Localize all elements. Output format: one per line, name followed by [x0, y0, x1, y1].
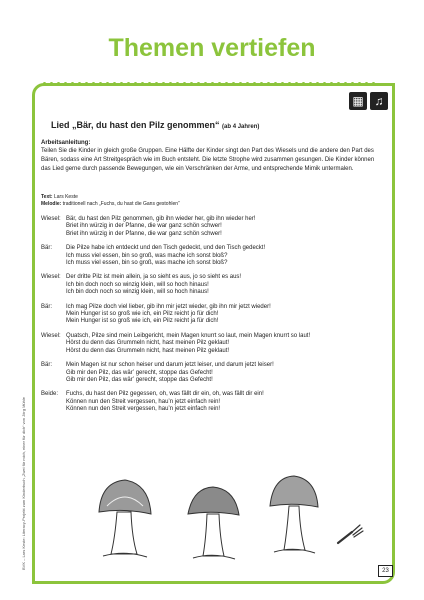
side-credit-text: BVK – Lars Keste: Literacy-Projekt zum Kinderbuch „Zwei für mich, einer für dich“ von Jörg Mühle [21, 397, 26, 570]
verse-speaker: Beide: [41, 391, 59, 398]
border-dot [323, 82, 326, 85]
border-dot [50, 82, 53, 85]
border-dot [162, 581, 165, 584]
border-dot [365, 82, 368, 85]
border-dot [71, 82, 74, 85]
border-dot [162, 82, 165, 85]
verse-line: Mein Hunger ist so groß wie ich, ein Pilz reicht jo für dich! [66, 311, 219, 318]
border-dot [260, 581, 263, 584]
border-dot [85, 82, 88, 85]
border-dot [330, 82, 333, 85]
verse-line: Ich muss viel essen, bin so groß, was mache ich sonst bloß? [66, 252, 228, 259]
border-dot [225, 82, 228, 85]
border-dot [288, 82, 291, 85]
border-dot [344, 82, 347, 85]
border-dot [288, 581, 291, 584]
verse-line: Können nun den Streit vergessen, hau’n jetzt einfach rein! [66, 406, 221, 413]
page-title: Themen vertiefen [108, 34, 316, 62]
verse-line: Hörst du denn das Grummeln nicht, hast meinen Pilz geklaut! [66, 340, 230, 347]
border-dot [330, 581, 333, 584]
border-dot [120, 82, 123, 85]
verse-line: Bär, du hast den Pilz genommen, gib ihn wieder her, gib ihn wieder her! [66, 216, 256, 222]
border-dot [71, 581, 74, 584]
verse-line: Hörst du denn das Grummeln nicht, hast meinen Pilz geklaut! [66, 347, 230, 354]
border-dot [344, 581, 347, 584]
verse-line: Ich muss viel essen, bin so groß, was mache ich sonst bloß? [66, 260, 228, 267]
border-dot [211, 82, 214, 85]
border-dot [183, 82, 186, 85]
border-dot [302, 82, 305, 85]
border-dot [78, 581, 81, 584]
mushroom-icon [95, 478, 153, 560]
music-notes-icon: ♫ [370, 92, 388, 110]
verse [41, 216, 381, 238]
border-dot [232, 82, 235, 85]
border-dot [204, 581, 207, 584]
verse-line: Mein Hunger ist so groß wie ich, ein Pilz reicht ja für dich! [66, 318, 219, 325]
border-dot [134, 581, 137, 584]
border-dot [253, 581, 256, 584]
verse-speaker: Wiesel: [41, 216, 61, 222]
song-credits [41, 194, 180, 207]
border-dot [218, 581, 221, 584]
border-dot [78, 82, 81, 85]
verse-first-row [41, 362, 381, 369]
verse [41, 391, 381, 413]
border-dot [64, 581, 67, 584]
border-dot [295, 581, 298, 584]
border-dot [337, 82, 340, 85]
verse [41, 362, 381, 384]
verse-line: Mein Magen ist nur schon heiser und darum jetzt leiser, und darum jetzt leiser! [66, 362, 274, 369]
verse-first-row [41, 216, 381, 223]
verse-line: Der dritte Pilz ist mein allein, ja so sieht es aus, jo so sieht es aus! [66, 274, 242, 281]
border-dot [239, 581, 242, 584]
border-dot [246, 581, 249, 584]
border-dot [281, 581, 284, 584]
verse-speaker: Bär: [41, 245, 53, 252]
border-dot [309, 581, 312, 584]
border-dot [295, 82, 298, 85]
border-dot [134, 82, 137, 85]
border-dot [302, 581, 305, 584]
border-dot [190, 82, 193, 85]
lyrics [41, 216, 381, 421]
border-dot [372, 581, 375, 584]
category-icons [349, 92, 388, 110]
worksheet-frame [32, 83, 395, 584]
border-dot [141, 581, 144, 584]
border-dot [351, 82, 354, 85]
border-dot [99, 82, 102, 85]
border-dot [358, 82, 361, 85]
border-dot [92, 82, 95, 85]
melody-credit: Melodie: traditionell nach „Fuchs, du hast die Gans gestohlen“ [41, 200, 180, 207]
verse-line: Können nun den Streit vergessen, hau’n jetzt einfach rein! [66, 398, 221, 405]
border-dot [57, 581, 60, 584]
border-dot [92, 581, 95, 584]
border-dot [316, 82, 319, 85]
border-dot [197, 581, 200, 584]
border-dot [148, 82, 151, 85]
page-number: 23 [378, 565, 393, 577]
verse-first-row [41, 333, 381, 340]
border-dot [106, 581, 109, 584]
border-dot [316, 581, 319, 584]
verse-speaker: Wiesel: [41, 274, 61, 281]
border-dot [218, 82, 221, 85]
border-dot [358, 581, 361, 584]
border-dot [113, 581, 116, 584]
building-blocks-icon: ▦ [349, 92, 367, 110]
border-dot [169, 82, 172, 85]
border-dot [43, 581, 46, 584]
verse-first-row [41, 274, 381, 281]
border-dot [99, 581, 102, 584]
border-dot [183, 581, 186, 584]
song-title-text: Lied „Bär, du hast den Pilz genommen“ [51, 120, 220, 130]
verse-first-row [41, 304, 381, 311]
border-dot [309, 82, 312, 85]
verse-line: Die Pilze habe ich entdeckt und den Tisch gedeckt, und den Tisch gedeckt! [66, 245, 266, 252]
border-dot [57, 82, 60, 85]
verse-speaker: Bär: [41, 362, 53, 369]
border-dot [253, 82, 256, 85]
border-dot [155, 581, 158, 584]
border-dot [267, 82, 270, 85]
verse-line: Ich bin doch noch so winzig klein, will so hoch hinaus! [66, 289, 209, 296]
border-dot [120, 581, 123, 584]
border-dot [365, 581, 368, 584]
verse-line: Briet ihn würzig in der Pfanne, die war ganz schön schwer! [66, 223, 222, 230]
verse [41, 274, 381, 296]
fork-icon [335, 523, 365, 545]
verse-first-row [41, 391, 381, 398]
border-dot [281, 82, 284, 85]
border-dot [239, 82, 242, 85]
border-dot [323, 581, 326, 584]
verse-line: Fuchs, du hast den Pilz gegessen, oh, was fällt dir ein, oh, was fällt dir ein! [66, 391, 264, 398]
border-dot [176, 82, 179, 85]
side-credit [21, 360, 34, 570]
verse-line: Briet ihn würzig in der Pfanne, die war ganz schön schwer! [66, 230, 222, 237]
border-dot [169, 581, 172, 584]
mushroom-icon [185, 484, 241, 562]
border-dot [106, 82, 109, 85]
border-dot [225, 581, 228, 584]
border-dot [274, 82, 277, 85]
verse-speaker: Wiesel: [41, 332, 61, 339]
border-dot [267, 581, 270, 584]
verse-speaker: Bär: [41, 303, 53, 310]
top-dot-border [43, 82, 384, 86]
verse-line: Ich bin doch noch so winzig klein, will so hoch hinaus! [66, 281, 209, 288]
verse-line: Ich mag Pilze doch viel lieber, gib ihn mir jetzt wieder, gib ihn mir jetzt wieder! [66, 303, 271, 310]
border-dot [351, 581, 354, 584]
mushroom-icon [267, 474, 321, 556]
border-dot [204, 82, 207, 85]
verse [41, 245, 381, 267]
instructions-text: Teilen Sie die Kinder in gleich große Gruppen. Eine Hälfte der Kinder singt den Part des Wiesels und die andere den Part des Bären, sodass eine Art Streitgespräch wie im Buch entsteht. Die letzte Strophe wird zusammen gesungen. Die Kinder können das Lied gerne durch passende Bewegungen, wie ein Verschränken der Arme, und entsprechende Mimik untermalen. [41, 148, 375, 172]
border-dot [197, 82, 200, 85]
border-dot [246, 82, 249, 85]
instructions-label: Arbeitsanleitung: [41, 140, 91, 146]
border-dot [127, 581, 130, 584]
border-dot [64, 82, 67, 85]
text-credit: Text: Lars Keste [41, 194, 78, 200]
song-title [51, 120, 259, 130]
border-dot [337, 581, 340, 584]
border-dot [141, 82, 144, 85]
border-dot [155, 82, 158, 85]
verse-line: Quatsch, Pilze sind mein Leibgericht, mein Magen knurrt so laut, mein Magen knurrt so laut! [66, 332, 311, 339]
border-dot [190, 581, 193, 584]
verse-line: Gib mir den Pilz, das wär’ gerecht, stoppe das Gefecht! [66, 376, 213, 383]
verse [41, 333, 381, 355]
border-dot [85, 581, 88, 584]
border-dot [372, 82, 375, 85]
border-dot [127, 82, 130, 85]
border-dot [148, 581, 151, 584]
border-dot [43, 82, 46, 85]
border-dot [50, 581, 53, 584]
border-dot [260, 82, 263, 85]
border-dot [274, 581, 277, 584]
verse-line: Gib mir den Pilz, das wär’ gerecht, stoppe das Gefecht! [66, 369, 213, 376]
verse [41, 304, 381, 326]
bottom-dot-border [43, 581, 384, 585]
border-dot [232, 581, 235, 584]
border-dot [176, 581, 179, 584]
verse-first-row [41, 245, 381, 252]
song-age: (ab 4 Jahren) [222, 124, 260, 130]
border-dot [211, 581, 214, 584]
border-dot [113, 82, 116, 85]
